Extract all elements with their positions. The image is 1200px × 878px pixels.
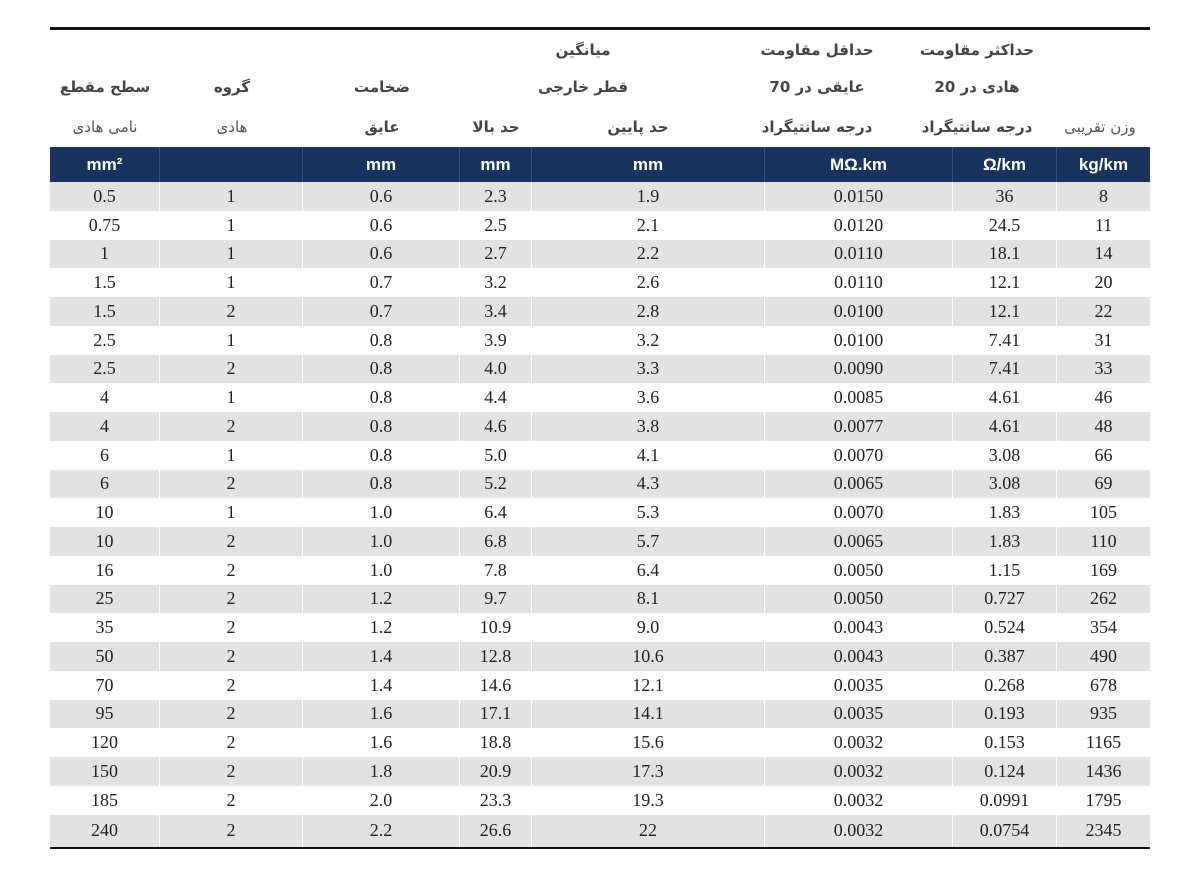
header-insulation-resistance-line2: عایقی در 70 xyxy=(769,78,865,96)
table-cell: 120 xyxy=(50,728,160,757)
table-cell: 6.8 xyxy=(460,527,532,556)
header-thickness-line2: عایق xyxy=(364,118,400,136)
table-cell: 12.8 xyxy=(460,642,532,671)
table-cell: 11 xyxy=(1094,214,1113,235)
table-row xyxy=(50,642,1150,671)
table-row xyxy=(50,297,1150,326)
table-cell: 0.8 xyxy=(303,470,460,499)
table-cell: 22 xyxy=(532,815,765,847)
table-cell: 2 xyxy=(160,412,303,441)
table-cell: 2.5 xyxy=(50,355,160,384)
table-cell: 7.41 xyxy=(953,355,1057,384)
table-cell: 1.2 xyxy=(303,585,460,614)
table-row xyxy=(50,182,1150,211)
table-cell: 14.6 xyxy=(460,671,532,700)
table-row xyxy=(50,700,1150,729)
table-cell: 6.4 xyxy=(532,556,765,585)
table-cell: 0.0032 xyxy=(765,728,953,757)
table-cell: 4.1 xyxy=(532,441,765,470)
table-cell: 8.1 xyxy=(532,585,765,614)
table-row xyxy=(50,383,1150,412)
units-row xyxy=(50,147,1150,182)
table-cell: 0.0043 xyxy=(765,613,953,642)
table-cell: 1 xyxy=(160,211,303,240)
table-cell: 3.2 xyxy=(532,326,765,355)
table-cell: 2.1 xyxy=(532,211,765,240)
table-row xyxy=(50,613,1150,642)
table-cell: 2.6 xyxy=(532,268,765,297)
unit-cell: mm xyxy=(460,147,532,182)
table-cell: 1.4 xyxy=(303,642,460,671)
table-cell: 18.8 xyxy=(460,728,532,757)
table-cell: 4 xyxy=(50,412,160,441)
table-cell: 6 xyxy=(50,441,160,470)
table-cell: 1.0 xyxy=(303,498,460,527)
table-cell: 2 xyxy=(160,527,303,556)
table-cell: 2 xyxy=(160,642,303,671)
table-cell: 1 xyxy=(160,268,303,297)
table-cell: 0.524 xyxy=(953,613,1057,642)
table-cell: 31 xyxy=(1094,329,1113,350)
header-mean-line2: قطر خارجی xyxy=(537,78,629,96)
table-cell: 3.08 xyxy=(953,470,1057,499)
table-cell: 14.1 xyxy=(532,700,765,729)
header-cross-section-line2: نامی هادی xyxy=(72,118,138,136)
table-cell: 10.9 xyxy=(460,613,532,642)
table-cell: 3.6 xyxy=(532,383,765,412)
table-cell: 1.6 xyxy=(303,728,460,757)
table-cell: 2 xyxy=(160,728,303,757)
unit-cell: Ω/km xyxy=(953,147,1057,182)
table-cell: 1.5 xyxy=(50,297,160,326)
table-row xyxy=(50,441,1150,470)
table-cell: 5.0 xyxy=(460,441,532,470)
table-cell: 48 xyxy=(1094,415,1113,436)
table-cell: 5.3 xyxy=(532,498,765,527)
table-cell: 2.2 xyxy=(532,240,765,269)
table-cell: 1795 xyxy=(1085,789,1122,810)
table-cell: 15.6 xyxy=(532,728,765,757)
header-group-line1: گروه xyxy=(213,78,251,96)
table-cell: 6 xyxy=(50,470,160,499)
table-row xyxy=(50,211,1150,240)
table-cell: 1.0 xyxy=(303,527,460,556)
table-cell: 3.08 xyxy=(953,441,1057,470)
table-cell: 490 xyxy=(1090,645,1117,666)
table-cell: 0.8 xyxy=(303,326,460,355)
table-cell: 2345 xyxy=(1085,820,1122,840)
table-cell: 0.8 xyxy=(303,441,460,470)
table-cell: 1.9 xyxy=(532,182,765,211)
table-row xyxy=(50,412,1150,441)
table-cell: 3.4 xyxy=(460,297,532,326)
table-cell: 0.0110 xyxy=(765,268,953,297)
table-cell: 1.83 xyxy=(953,498,1057,527)
unit-cell: kg/km xyxy=(1078,154,1129,174)
table-row xyxy=(50,355,1150,384)
table-cell: 0.0035 xyxy=(765,671,953,700)
table-cell: 0.0110 xyxy=(765,240,953,269)
table-cell: 1.2 xyxy=(303,613,460,642)
table-cell: 1.83 xyxy=(953,527,1057,556)
table-cell: 23.3 xyxy=(460,786,532,815)
table-body xyxy=(50,182,1150,847)
table-row xyxy=(50,268,1150,297)
table-cell: 1 xyxy=(160,182,303,211)
table-cell: 18.1 xyxy=(953,240,1057,269)
table-cell: 240 xyxy=(50,815,160,847)
table-cell: 354 xyxy=(1090,617,1117,638)
table-cell: 35 xyxy=(50,613,160,642)
table-cell: 0.0120 xyxy=(765,211,953,240)
table-cell: 935 xyxy=(1090,703,1117,724)
table-cell: 185 xyxy=(50,786,160,815)
header-weight: وزن تقریبی xyxy=(1064,118,1136,136)
table-cell: 0.0032 xyxy=(765,786,953,815)
table-cell: 19.3 xyxy=(532,786,765,815)
table-cell: 4.6 xyxy=(460,412,532,441)
table-row xyxy=(50,498,1150,527)
table-cell: 7.8 xyxy=(460,556,532,585)
table-cell: 150 xyxy=(50,757,160,786)
table-cell: 4.61 xyxy=(953,412,1057,441)
table-cell: 14 xyxy=(1094,243,1113,264)
table-cell: 2 xyxy=(160,297,303,326)
unit-cell xyxy=(160,147,303,182)
table-cell: 262 xyxy=(1090,588,1117,609)
table-cell: 1.8 xyxy=(303,757,460,786)
table-cell: 0.6 xyxy=(303,211,460,240)
table-header xyxy=(50,30,1150,147)
table-cell: 0.8 xyxy=(303,412,460,441)
header-upper-limit: حد بالا xyxy=(472,118,520,136)
table-row xyxy=(50,240,1150,269)
table-cell: 25 xyxy=(50,585,160,614)
table-cell: 0.0070 xyxy=(765,441,953,470)
header-insulation-resistance-line1: حداقل مقاومت xyxy=(760,41,874,59)
table-cell: 0.0065 xyxy=(765,470,953,499)
table-cell: 1.5 xyxy=(50,268,160,297)
table-cell: 7.41 xyxy=(953,326,1057,355)
table-cell: 16 xyxy=(50,556,160,585)
table-cell: 1.6 xyxy=(303,700,460,729)
table-cell: 1 xyxy=(50,240,160,269)
table-cell: 2.5 xyxy=(460,211,532,240)
table-cell: 169 xyxy=(1090,559,1117,580)
table-cell: 12.1 xyxy=(953,268,1057,297)
table-cell: 6.4 xyxy=(460,498,532,527)
table-row xyxy=(50,585,1150,614)
table-cell: 2 xyxy=(160,786,303,815)
table-cell: 0.0065 xyxy=(765,527,953,556)
table-cell: 2 xyxy=(160,585,303,614)
table-row xyxy=(50,527,1150,556)
table-cell: 2.8 xyxy=(532,297,765,326)
table-cell: 2 xyxy=(160,700,303,729)
table-cell: 0.5 xyxy=(50,182,160,211)
header-mean-line1: میانگین xyxy=(555,41,611,59)
table-cell: 2 xyxy=(160,556,303,585)
header-conductor-resistance-line3: درجه سانتیگراد xyxy=(921,118,1033,136)
table-cell: 0.75 xyxy=(50,211,160,240)
table-cell: 10 xyxy=(50,498,160,527)
table-cell: 9.7 xyxy=(460,585,532,614)
table-cell: 12.1 xyxy=(953,297,1057,326)
table-cell: 0.0035 xyxy=(765,700,953,729)
table-row xyxy=(50,728,1150,757)
table-row xyxy=(50,671,1150,700)
table-row xyxy=(50,470,1150,499)
bottom-rule xyxy=(50,847,1150,849)
table-cell: 0.0070 xyxy=(765,498,953,527)
table-cell: 2.5 xyxy=(50,326,160,355)
table-cell: 10.6 xyxy=(532,642,765,671)
header-group-line2: هادی xyxy=(216,118,248,136)
table-row xyxy=(50,326,1150,355)
table-cell: 20 xyxy=(1094,272,1113,293)
header-thickness-line1: ضخامت xyxy=(353,78,411,96)
table-cell: 5.7 xyxy=(532,527,765,556)
table-cell: 3.3 xyxy=(532,355,765,384)
table-cell: 8 xyxy=(1099,185,1108,206)
table-cell: 1165 xyxy=(1085,732,1122,753)
table-cell: 0.727 xyxy=(953,585,1057,614)
table-cell: 3.8 xyxy=(532,412,765,441)
table-cell: 0.8 xyxy=(303,355,460,384)
table-cell: 17.1 xyxy=(460,700,532,729)
table-cell: 1436 xyxy=(1085,760,1122,781)
table-cell: 2 xyxy=(160,355,303,384)
table-cell: 0.7 xyxy=(303,268,460,297)
table-cell: 2 xyxy=(160,671,303,700)
header-insulation-resistance-line3: درجه سانتیگراد xyxy=(761,118,873,136)
table-cell: 0.124 xyxy=(953,757,1057,786)
table-cell: 678 xyxy=(1090,674,1117,695)
table-cell: 0.0085 xyxy=(765,383,953,412)
table-cell: 1.15 xyxy=(953,556,1057,585)
table-cell: 0.0043 xyxy=(765,642,953,671)
table-cell: 0.0077 xyxy=(765,412,953,441)
table-cell: 1 xyxy=(160,383,303,412)
table-cell: 3.9 xyxy=(460,326,532,355)
table-row xyxy=(50,786,1150,815)
table-cell: 2 xyxy=(160,815,303,847)
table-cell: 0.7 xyxy=(303,297,460,326)
table-cell: 22 xyxy=(1094,300,1113,321)
table-cell: 4.0 xyxy=(460,355,532,384)
table-row xyxy=(50,556,1150,585)
table-cell: 4 xyxy=(50,383,160,412)
table-cell: 66 xyxy=(1094,444,1113,465)
table-cell: 1 xyxy=(160,441,303,470)
table-cell: 17.3 xyxy=(532,757,765,786)
table-cell: 110 xyxy=(1090,530,1117,551)
cable-spec-table xyxy=(50,27,1150,849)
table-row xyxy=(50,815,1150,847)
table-cell: 4.3 xyxy=(532,470,765,499)
table-cell: 1 xyxy=(160,326,303,355)
table-cell: 0.0050 xyxy=(765,556,953,585)
table-cell: 4.4 xyxy=(460,383,532,412)
table-cell: 1 xyxy=(160,498,303,527)
table-cell: 50 xyxy=(50,642,160,671)
header-lower-limit: حد پایین xyxy=(607,118,669,136)
table-cell: 4.61 xyxy=(953,383,1057,412)
unit-cell: MΩ.km xyxy=(765,147,953,182)
table-cell: 0.0090 xyxy=(765,355,953,384)
table-cell: 2 xyxy=(160,470,303,499)
table-cell: 0.6 xyxy=(303,182,460,211)
table-cell: 95 xyxy=(50,700,160,729)
unit-cell: mm xyxy=(303,147,460,182)
table-cell: 0.387 xyxy=(953,642,1057,671)
table-cell: 1.4 xyxy=(303,671,460,700)
table-cell: 2 xyxy=(160,757,303,786)
unit-cell: mm² xyxy=(50,147,160,182)
table-cell: 0.0032 xyxy=(765,757,953,786)
table-cell: 9.0 xyxy=(532,613,765,642)
table-cell: 46 xyxy=(1094,387,1113,408)
table-cell: 0.0991 xyxy=(953,786,1057,815)
table-cell: 70 xyxy=(50,671,160,700)
table-cell: 2 xyxy=(160,613,303,642)
unit-cell: mm xyxy=(532,147,765,182)
table-cell: 36 xyxy=(953,182,1057,211)
table-row xyxy=(50,757,1150,786)
header-cross-section-line1: سطح مقطع xyxy=(59,78,151,96)
table-cell: 33 xyxy=(1094,358,1113,379)
table-cell: 0.6 xyxy=(303,240,460,269)
table-cell: 2.2 xyxy=(303,815,460,847)
table-cell: 24.5 xyxy=(953,211,1057,240)
table-cell: 0.0150 xyxy=(765,182,953,211)
header-conductor-resistance-line2: هادی در 20 xyxy=(934,78,1020,96)
table-cell: 26.6 xyxy=(460,815,532,847)
table-cell: 0.0100 xyxy=(765,297,953,326)
table-cell: 0.0754 xyxy=(953,815,1057,847)
table-cell: 20.9 xyxy=(460,757,532,786)
table-cell: 2.7 xyxy=(460,240,532,269)
table-cell: 0.0050 xyxy=(765,585,953,614)
table-cell: 3.2 xyxy=(460,268,532,297)
table-cell: 5.2 xyxy=(460,470,532,499)
header-conductor-resistance-line1: حداکثر مقاومت xyxy=(919,41,1035,59)
table-cell: 105 xyxy=(1090,502,1117,523)
table-cell: 0.8 xyxy=(303,383,460,412)
table-cell: 0.153 xyxy=(953,728,1057,757)
table-cell: 12.1 xyxy=(532,671,765,700)
table-cell: 1 xyxy=(160,240,303,269)
table-cell: 0.268 xyxy=(953,671,1057,700)
table-cell: 1.0 xyxy=(303,556,460,585)
table-cell: 69 xyxy=(1094,473,1113,494)
table-cell: 2.3 xyxy=(460,182,532,211)
table-cell: 0.193 xyxy=(953,700,1057,729)
table-cell: 10 xyxy=(50,527,160,556)
table-cell: 0.0032 xyxy=(765,815,953,847)
table-cell: 0.0100 xyxy=(765,326,953,355)
table-cell: 2.0 xyxy=(303,786,460,815)
